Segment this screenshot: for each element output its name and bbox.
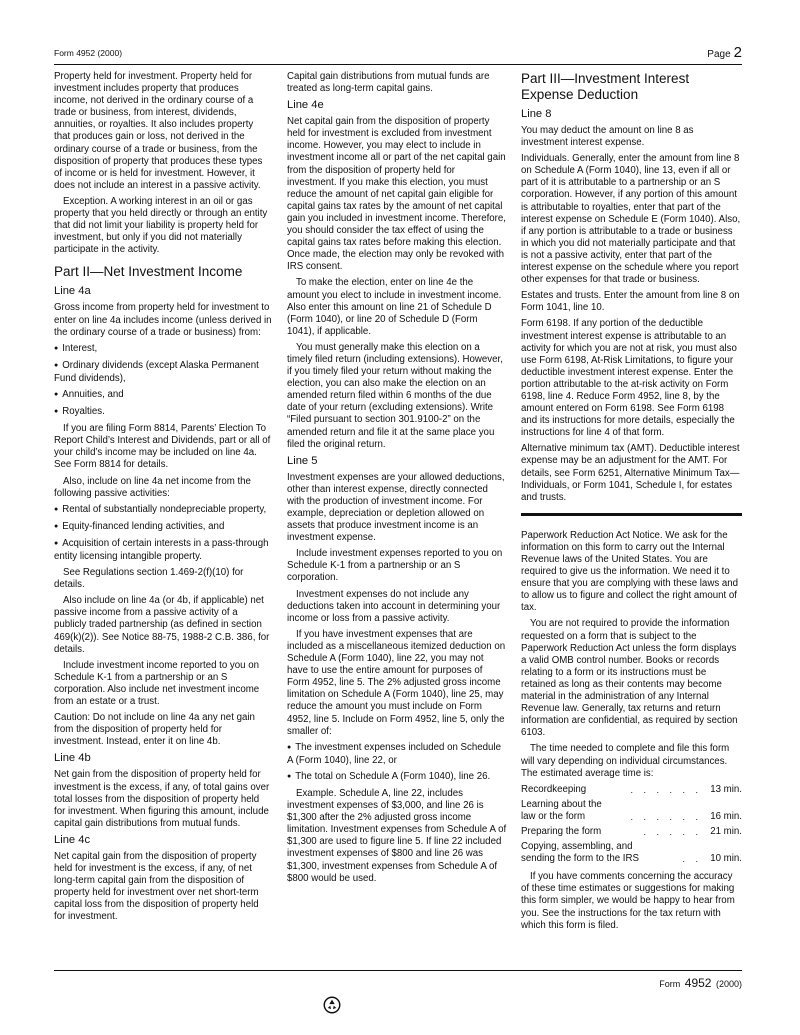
paragraph: Investment expenses are your allowed deductions, other than interest expense, directly connected with the production of investment income. For example, depreciation or depletion allowed on assets that produce investment income is an investment expense.: [287, 471, 505, 544]
time-estimate-row: [521, 841, 742, 865]
column-right: [521, 71, 742, 936]
paragraph: Exception. A working interest in an oil or gas property that you held directly or through an entity that did not limit your liability is property held for investment, but only if you did not materially participate in the activity.: [54, 195, 268, 256]
paragraph: See Regulations section 1.469-2(f)(10) for details.: [54, 567, 244, 591]
bullet-item: ● Annuities, and: [54, 389, 272, 402]
paragraph: Alternative minimum tax (AMT). Deductible interest expense may be an adjustment for the AMT. For details, see Form 6251, Alternative Minimum Tax—Individuals, or Form 1041, Schedule I, for estates and trusts.: [521, 443, 740, 503]
time-estimate-row: [521, 784, 742, 796]
paragraph: If you have comments concerning the accuracy of these time estimates or suggestions for making this form simpler, we would be happy to hear from you. See the instructions for the tax return with which this form is filed.: [521, 871, 735, 931]
paragraph: Property held for investment. Property held for investment includes property that produces income, not derived in the ordinary course of a trade or business, from interest, dividends, annuities, or royalties. It also includes property that produces gain or loss, not derived in the ordinary course of a trade or business, from the disposition of property that produces these types of income or is held for investment. However, it does not include an interest in a passive activity.: [54, 71, 263, 191]
form-label: Form 4952 (2000): [54, 48, 123, 58]
header-rule: [54, 64, 742, 65]
time-value: 21 min.: [710, 825, 742, 837]
paragraph: You must generally make this election on a timely filed return (including extensions). However, if you timely filed your return without making the election, you can also make the election on an amended return filed within 6 months of the due date of your return (excluding extensions). Write “Filed pursuant to section 301.9100-2” on the amended return and file it at the same place you filed the original return.: [287, 341, 503, 450]
section-heading-part-2: Part II—Net Investment Income: [54, 264, 243, 280]
paragraph: You may deduct the amount on line 8 as investment interest expense.: [521, 125, 694, 149]
section-heading-part-3: Part III—Investment Interest Expense Deduction: [521, 71, 690, 102]
paragraph: Include investment income reported to you on Schedule K-1 from a partnership or an S corporation. Also include net investment income from an estate or a trust.: [54, 659, 260, 708]
paragraph: Net gain from the disposition of property held for investment is the excess, if any, of total gains over total losses from the disposition of property held for investment. When figuring this amount, include capital gain distributions from mutual funds.: [54, 769, 270, 829]
time-value: 16 min.: [710, 810, 742, 822]
subheading-line-8: Line 8: [521, 108, 552, 120]
recycle-icon: [323, 996, 341, 1014]
subheading-line-4b: Line 4b: [54, 752, 91, 765]
paragraph: Also include on line 4a (or 4b, if applicable) net passive income from a passive activity of a publicly traded partnership (as defined in section 469(k)(2)). See Notice 88-75, 1988-2 C.B. 386, for details.: [54, 595, 270, 655]
footer-year: (2000): [715, 979, 742, 989]
subheading-line-4a: Line 4a: [54, 285, 91, 298]
subheading-line-4c: Line 4c: [54, 833, 91, 846]
paragraph: Include investment expenses reported to you on Schedule K-1 from a partnership or an S corporation.: [287, 548, 503, 584]
page-footer: [659, 976, 742, 990]
bullet-item: ● Acquisition of certain interests in a pass-through entity licensing intangible property.: [54, 538, 272, 563]
caution-paragraph: Caution: Do not include on line 4a any net gain from the disposition of property held for investment. Instead, enter it on line 4b.: [54, 712, 255, 748]
time-label-cont: law or the form: [521, 810, 586, 822]
paragraph: Individuals. Generally, enter the amount from line 8 on Schedule A (Form 1040), line 13, even if all or part of it is attributable to a partnership or an S corporation. However, if any portion of this amount is attributable to royalties, enter that part of the interest expense on Schedule E (Form 1040). Also, if any portion is attributable to a trade or business in which you did not materially participate and that is not a passive activity, enter that part of the interest expense on the schedule where you report other expenses for that trade or business.: [521, 153, 741, 286]
paragraph: If you are filing Form 8814, Parents’ Election To Report Child’s Interest and Dividends, part or all of your child’s income may be included on line 4a. See Form 8814 for details.: [54, 423, 271, 471]
leader-dots: . .: [682, 854, 702, 865]
paragraph: Gross income from property held for investment to enter on line 4a includes income (unless derived in the ordinary course of a trade or business) from:: [54, 302, 272, 338]
subheading-line-4e: Line 4e: [287, 99, 324, 112]
paragraph: Net capital gain from the disposition of property held for investment is excluded from investment income. However, you may elect to include in investment income all or part of the net capital gain from the disposition of property held for investment. If you make this election, you must reduce the amount of net capital gain eligible for capital gains tax rates by the amount of net capital gain you included in investment income. Therefore, you should consider the tax effect of using the capital gains tax rates before making this election. Once made, the election may only be revoked with IRS consent.: [287, 116, 506, 273]
time-label: Learning about the: [521, 798, 602, 810]
paragraph: Form 6198. If any portion of the deductible investment interest expense is attributable to an activity for which you are not at risk, you must also use Form 6198, At-Risk Limitations, to figure your deductible investment interest expense. Enter the portion attributable to the at-risk activity on Form 6198, line 4. Reduce Form 4952, line 8, by the amount entered on Form 6198. See Form 6198 and its instructions for more details, especially the instructions for line 4 of that form.: [521, 318, 737, 439]
page-number: 2: [733, 44, 742, 61]
time-label-cont: sending the form to the IRS: [521, 853, 639, 865]
example-paragraph: Example. Schedule A, line 22, includes investment expenses of $3,000, and line 26 is $1,300 after the 2% adjusted gross income limitation. Investment expenses from Schedule A of $1,300 are used to figure line 5. If line 22 included investment expenses of $800 and line 26 was $1,300, investment expenses from Schedule A of $800 would be used.: [287, 787, 507, 884]
bullet-item: ● The total on Schedule A (Form 1040), line 26.: [287, 771, 507, 784]
time-estimate-row: [521, 799, 742, 823]
page-indicator: [707, 44, 742, 61]
page-word: Page: [707, 49, 731, 60]
bullet-item: ● Royalties.: [54, 406, 272, 419]
time-label: Preparing the form: [521, 825, 602, 837]
time-value: 10 min.: [710, 853, 742, 865]
paragraph: The time needed to complete and file this form will vary depending on individual circumstances. The estimated average time is:: [521, 743, 730, 779]
time-label: Recordkeeping: [521, 783, 587, 795]
footer-rule: [54, 970, 742, 971]
footer-form-word: Form: [659, 979, 681, 989]
paragraph: Net capital gain from the disposition of property held for investment is the excess, if any, of net long-term capital gain from the disposition of property held for investment over net short-term capital loss from the disposition of property held for investment.: [54, 850, 259, 923]
paragraph: You are not required to provide the information requested on a form that is subject to the Paperwork Reduction Act unless the form displays a valid OMB control number. Books or records relating to a form or its instructions must be retained as long as their contents may become material in the administration of any Internal Revenue law. Generally, tax returns and return information are confidential, as required by section 6103.: [521, 618, 738, 739]
time-estimate-row: [521, 826, 742, 838]
page-header: [54, 44, 742, 62]
section-divider: [521, 513, 742, 516]
paperwork-notice: Paperwork Reduction Act Notice. We ask for the information on this form to carry out the Internal Revenue laws of the United States. You are required to give us the information. We need it to ensure that you are complying with these laws and to allow us to figure and collect the right amount of tax.: [521, 529, 739, 614]
paragraph: Investment expenses do not include any deductions taken into account in determining your income or loss from a passive activity.: [287, 588, 501, 624]
bullet-item: ● Rental of substantially nondepreciable property,: [54, 504, 272, 517]
time-value: 13 min.: [710, 783, 742, 795]
bullet-item: ● Ordinary dividends (except Alaska Permanent Fund dividends),: [54, 360, 272, 385]
paragraph: Estates and trusts. Enter the amount from line 8 on Form 1041, line 10.: [521, 290, 740, 314]
leader-dots: . . . . . .: [630, 811, 702, 822]
paragraph: Also, include on line 4a net income from the following passive activities:: [54, 475, 251, 499]
subheading-line-5: Line 5: [287, 454, 318, 467]
bullet-item: ● Interest,: [54, 343, 272, 356]
column-middle: [287, 71, 507, 889]
bullet-item: ● Equity-financed lending activities, and: [54, 521, 272, 534]
column-left: [54, 71, 272, 927]
leader-dots: . . . . .: [643, 826, 702, 837]
time-label: Copying, assembling, and: [521, 841, 633, 853]
footer-form-number: 4952: [684, 976, 712, 990]
bullet-item: ● The investment expenses included on Schedule A (Form 1040), line 22, or: [287, 742, 507, 767]
paragraph: To make the election, enter on line 4e the amount you elect to include in investment income. Also enter this amount on line 21 of Schedule D (Form 1040), or line 20 of Schedule D (Form 1041), if applicable.: [287, 277, 502, 337]
paragraph: Capital gain distributions from mutual funds are treated as long-term capital gains.: [287, 71, 490, 95]
paragraph: If you have investment expenses that are included as a miscellaneous itemized deduction on Schedule A (Form 1040), line 22, you may not have to use the entire amount for purposes of Form 4952, line 5. The 2% adjusted gross income limitation on Schedule A (Form 1040), line 25, may reduce the amount you must include on Form 4952, line 5. Include on Form 4952, line 5, only the smaller of:: [287, 628, 506, 737]
leader-dots: . . . . . .: [630, 784, 702, 795]
